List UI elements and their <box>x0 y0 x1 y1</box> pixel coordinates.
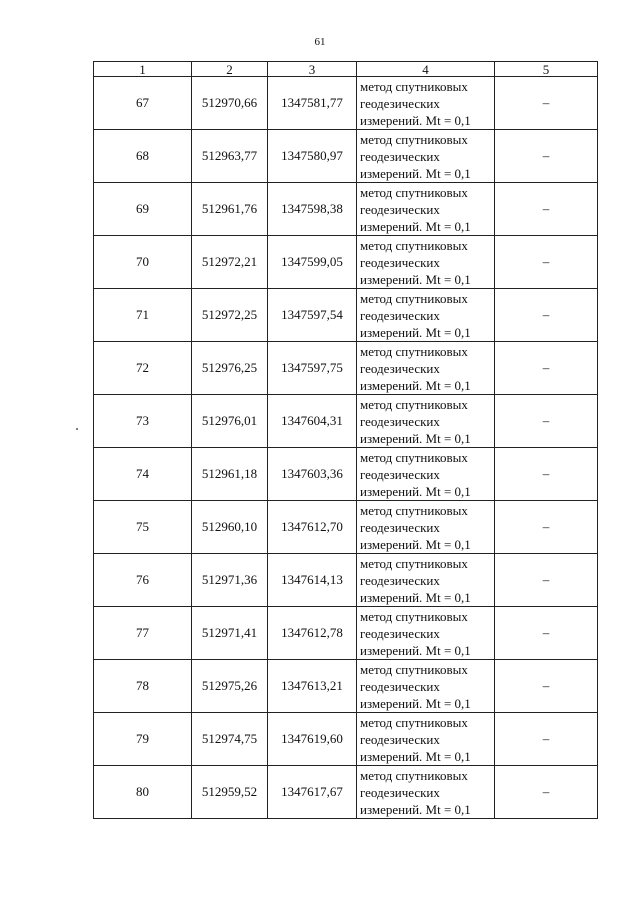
method-cell <box>357 77 495 130</box>
table-row <box>94 130 598 183</box>
table-row <box>94 289 598 342</box>
method-line: измерений. Mt = 0,1 <box>360 112 471 128</box>
method-line: измерений. Mt = 0,1 <box>360 695 471 711</box>
column5-value: – <box>495 713 598 766</box>
coordinate-y: 1347603,36 <box>268 448 357 501</box>
table-row <box>94 183 598 236</box>
method-line: метод спутниковых <box>360 714 468 730</box>
method-line: метод спутниковых <box>360 555 468 571</box>
table-row <box>94 607 598 660</box>
method-line: геодезических <box>360 466 440 482</box>
column5-value: – <box>495 289 598 342</box>
point-number: 78 <box>94 660 192 713</box>
method-line: измерений. Mt = 0,1 <box>360 218 471 234</box>
point-number: 76 <box>94 554 192 607</box>
method-line: метод спутниковых <box>360 78 468 94</box>
point-number: 73 <box>94 395 192 448</box>
column-header: 3 <box>268 62 357 77</box>
method-line: измерений. Mt = 0,1 <box>360 748 471 764</box>
coordinate-x: 512971,36 <box>192 554 268 607</box>
coordinates-table <box>93 61 598 819</box>
coordinate-y: 1347598,38 <box>268 183 357 236</box>
point-number: 69 <box>94 183 192 236</box>
method-cell <box>357 554 495 607</box>
column5-value: – <box>495 395 598 448</box>
method-cell <box>357 448 495 501</box>
method-line: геодезических <box>360 254 440 270</box>
method-line: геодезических <box>360 413 440 429</box>
coordinate-y: 1347612,70 <box>268 501 357 554</box>
method-cell <box>357 607 495 660</box>
method-line: геодезических <box>360 307 440 323</box>
table-row <box>94 236 598 289</box>
method-line: измерений. Mt = 0,1 <box>360 271 471 287</box>
point-number: 74 <box>94 448 192 501</box>
coordinate-y: 1347597,75 <box>268 342 357 395</box>
method-line: метод спутниковых <box>360 396 468 412</box>
method-cell <box>357 236 495 289</box>
method-line: геодезических <box>360 731 440 747</box>
method-line: метод спутниковых <box>360 343 468 359</box>
method-line: геодезических <box>360 572 440 588</box>
point-number: 70 <box>94 236 192 289</box>
method-line: измерений. Mt = 0,1 <box>360 430 471 446</box>
column5-value: – <box>495 766 598 819</box>
table-header-row <box>94 62 598 77</box>
method-line: метод спутниковых <box>360 449 468 465</box>
point-number: 72 <box>94 342 192 395</box>
method-line: геодезических <box>360 678 440 694</box>
coordinate-x: 512959,52 <box>192 766 268 819</box>
coordinate-x: 512970,66 <box>192 77 268 130</box>
point-number: 80 <box>94 766 192 819</box>
column5-value: – <box>495 660 598 713</box>
method-line: метод спутниковых <box>360 290 468 306</box>
coordinate-y: 1347604,31 <box>268 395 357 448</box>
coordinate-x: 512971,41 <box>192 607 268 660</box>
column5-value: – <box>495 448 598 501</box>
table-row <box>94 77 598 130</box>
method-line: метод спутниковых <box>360 608 468 624</box>
method-line: метод спутниковых <box>360 767 468 783</box>
table-row <box>94 501 598 554</box>
table-row <box>94 660 598 713</box>
method-line: измерений. Mt = 0,1 <box>360 377 471 393</box>
coordinate-x: 512974,75 <box>192 713 268 766</box>
column-header: 2 <box>192 62 268 77</box>
table-row <box>94 395 598 448</box>
point-number: 67 <box>94 77 192 130</box>
method-line: геодезических <box>360 201 440 217</box>
column5-value: – <box>495 501 598 554</box>
point-number: 75 <box>94 501 192 554</box>
method-line: метод спутниковых <box>360 184 468 200</box>
method-line: геодезических <box>360 95 440 111</box>
coordinate-x: 512963,77 <box>192 130 268 183</box>
coordinate-y: 1347581,77 <box>268 77 357 130</box>
coordinate-y: 1347613,21 <box>268 660 357 713</box>
coordinate-y: 1347619,60 <box>268 713 357 766</box>
method-cell <box>357 766 495 819</box>
method-line: геодезических <box>360 784 440 800</box>
coordinate-x: 512975,26 <box>192 660 268 713</box>
method-line: геодезических <box>360 625 440 641</box>
coordinate-y: 1347580,97 <box>268 130 357 183</box>
table-row <box>94 342 598 395</box>
point-number: 71 <box>94 289 192 342</box>
column-header: 4 <box>357 62 495 77</box>
scan-speck <box>76 428 78 430</box>
coordinate-y: 1347597,54 <box>268 289 357 342</box>
coordinate-y: 1347599,05 <box>268 236 357 289</box>
coordinate-y: 1347612,78 <box>268 607 357 660</box>
method-cell <box>357 395 495 448</box>
method-cell <box>357 501 495 554</box>
column5-value: – <box>495 130 598 183</box>
method-cell <box>357 342 495 395</box>
coordinate-y: 1347617,67 <box>268 766 357 819</box>
method-line: метод спутниковых <box>360 131 468 147</box>
column5-value: – <box>495 183 598 236</box>
column5-value: – <box>495 77 598 130</box>
method-line: геодезических <box>360 148 440 164</box>
method-cell <box>357 289 495 342</box>
method-line: метод спутниковых <box>360 502 468 518</box>
point-number: 79 <box>94 713 192 766</box>
point-number: 68 <box>94 130 192 183</box>
column5-value: – <box>495 554 598 607</box>
column5-value: – <box>495 236 598 289</box>
method-cell <box>357 660 495 713</box>
column-header: 1 <box>94 62 192 77</box>
method-line: измерений. Mt = 0,1 <box>360 589 471 605</box>
method-line: измерений. Mt = 0,1 <box>360 324 471 340</box>
method-line: геодезических <box>360 360 440 376</box>
coordinate-y: 1347614,13 <box>268 554 357 607</box>
method-line: измерений. Mt = 0,1 <box>360 801 471 817</box>
table-row <box>94 713 598 766</box>
coordinate-x: 512960,10 <box>192 501 268 554</box>
column5-value: – <box>495 342 598 395</box>
column-header: 5 <box>495 62 598 77</box>
table-row <box>94 766 598 819</box>
page-number: 61 <box>314 36 326 48</box>
column5-value: – <box>495 607 598 660</box>
table-row <box>94 554 598 607</box>
coordinate-x: 512961,18 <box>192 448 268 501</box>
method-line: измерений. Mt = 0,1 <box>360 536 471 552</box>
method-line: метод спутниковых <box>360 661 468 677</box>
coordinate-x: 512961,76 <box>192 183 268 236</box>
method-line: геодезических <box>360 519 440 535</box>
method-line: измерений. Mt = 0,1 <box>360 642 471 658</box>
coordinate-x: 512976,01 <box>192 395 268 448</box>
table-row <box>94 448 598 501</box>
method-cell <box>357 130 495 183</box>
coordinate-x: 512976,25 <box>192 342 268 395</box>
coordinate-x: 512972,25 <box>192 289 268 342</box>
point-number: 77 <box>94 607 192 660</box>
method-cell <box>357 183 495 236</box>
method-line: метод спутниковых <box>360 237 468 253</box>
method-cell <box>357 713 495 766</box>
method-line: измерений. Mt = 0,1 <box>360 483 471 499</box>
coordinate-x: 512972,21 <box>192 236 268 289</box>
method-line: измерений. Mt = 0,1 <box>360 165 471 181</box>
